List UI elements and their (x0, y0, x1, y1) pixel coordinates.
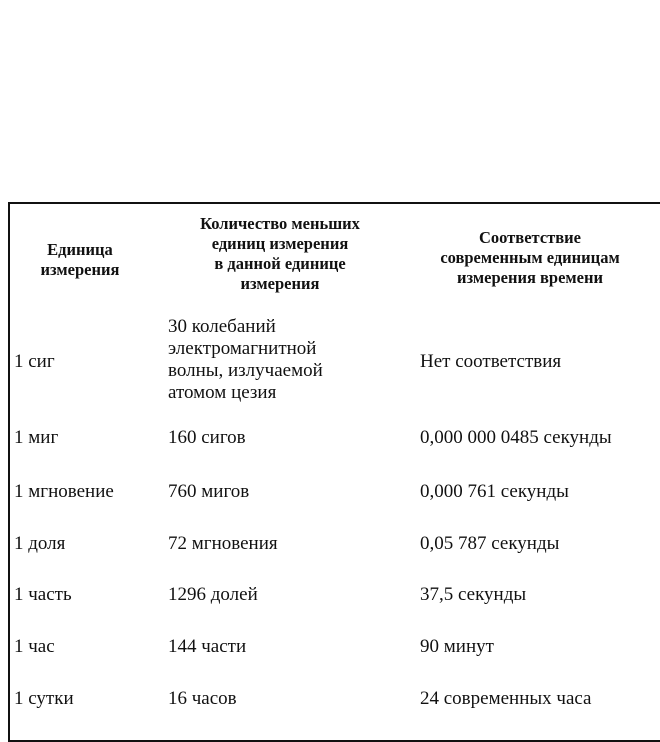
cell-modern: 24 современных часа (420, 688, 592, 709)
cell-unit: 1 мгновение (14, 481, 114, 502)
header-contains-line: в данной единице (214, 254, 346, 273)
header-modern-line: Соответствие (478, 228, 581, 247)
header-contains (160, 214, 400, 294)
cell-contains: 160 сигов (168, 427, 246, 448)
cell-modern: 0,000 000 0485 секунды (420, 427, 612, 448)
cell-contains-line: 30 колебаний (168, 316, 276, 337)
header-contains-line: единиц измерения (211, 234, 349, 253)
header-unit (10, 240, 150, 280)
cell-unit: 1 сутки (14, 688, 74, 709)
header-contains-line: Количество меньших (200, 214, 360, 233)
cell-unit: 1 миг (14, 427, 59, 448)
cell-contains: 144 части (168, 636, 247, 657)
header-modern (405, 228, 655, 288)
header-modern-line: измерения времени (456, 268, 604, 287)
cell-contains-line: атомом цезия (168, 382, 277, 403)
cell-modern: 90 минут (420, 636, 494, 657)
cell-contains: 760 мигов (168, 481, 250, 502)
cell-modern: 37,5 секунды (420, 584, 527, 605)
cell-modern: 0,000 761 секунды (420, 481, 569, 502)
cell-contains: 16 часов (168, 688, 237, 709)
header-modern-line: современным единицам (440, 248, 620, 267)
header-contains-line: измерения (240, 274, 320, 293)
cell-unit: 1 часть (14, 584, 72, 605)
cell-contains (168, 316, 323, 404)
cell-contains-line: электромагнитной (168, 338, 317, 359)
header-unit-line: Единица (47, 240, 113, 259)
cell-unit: 1 доля (14, 533, 66, 554)
cell-modern: Нет соответствия (420, 351, 562, 372)
header-unit-line: измерения (40, 260, 120, 279)
cell-modern: 0,05 787 секунды (420, 533, 560, 554)
cell-contains-line: волны, излучаемой (168, 360, 323, 381)
cell-unit: 1 час (14, 636, 55, 657)
cell-unit: 1 сиг (14, 351, 55, 372)
cell-contains: 1296 долей (168, 584, 258, 605)
cell-contains: 72 мгновения (168, 533, 278, 554)
